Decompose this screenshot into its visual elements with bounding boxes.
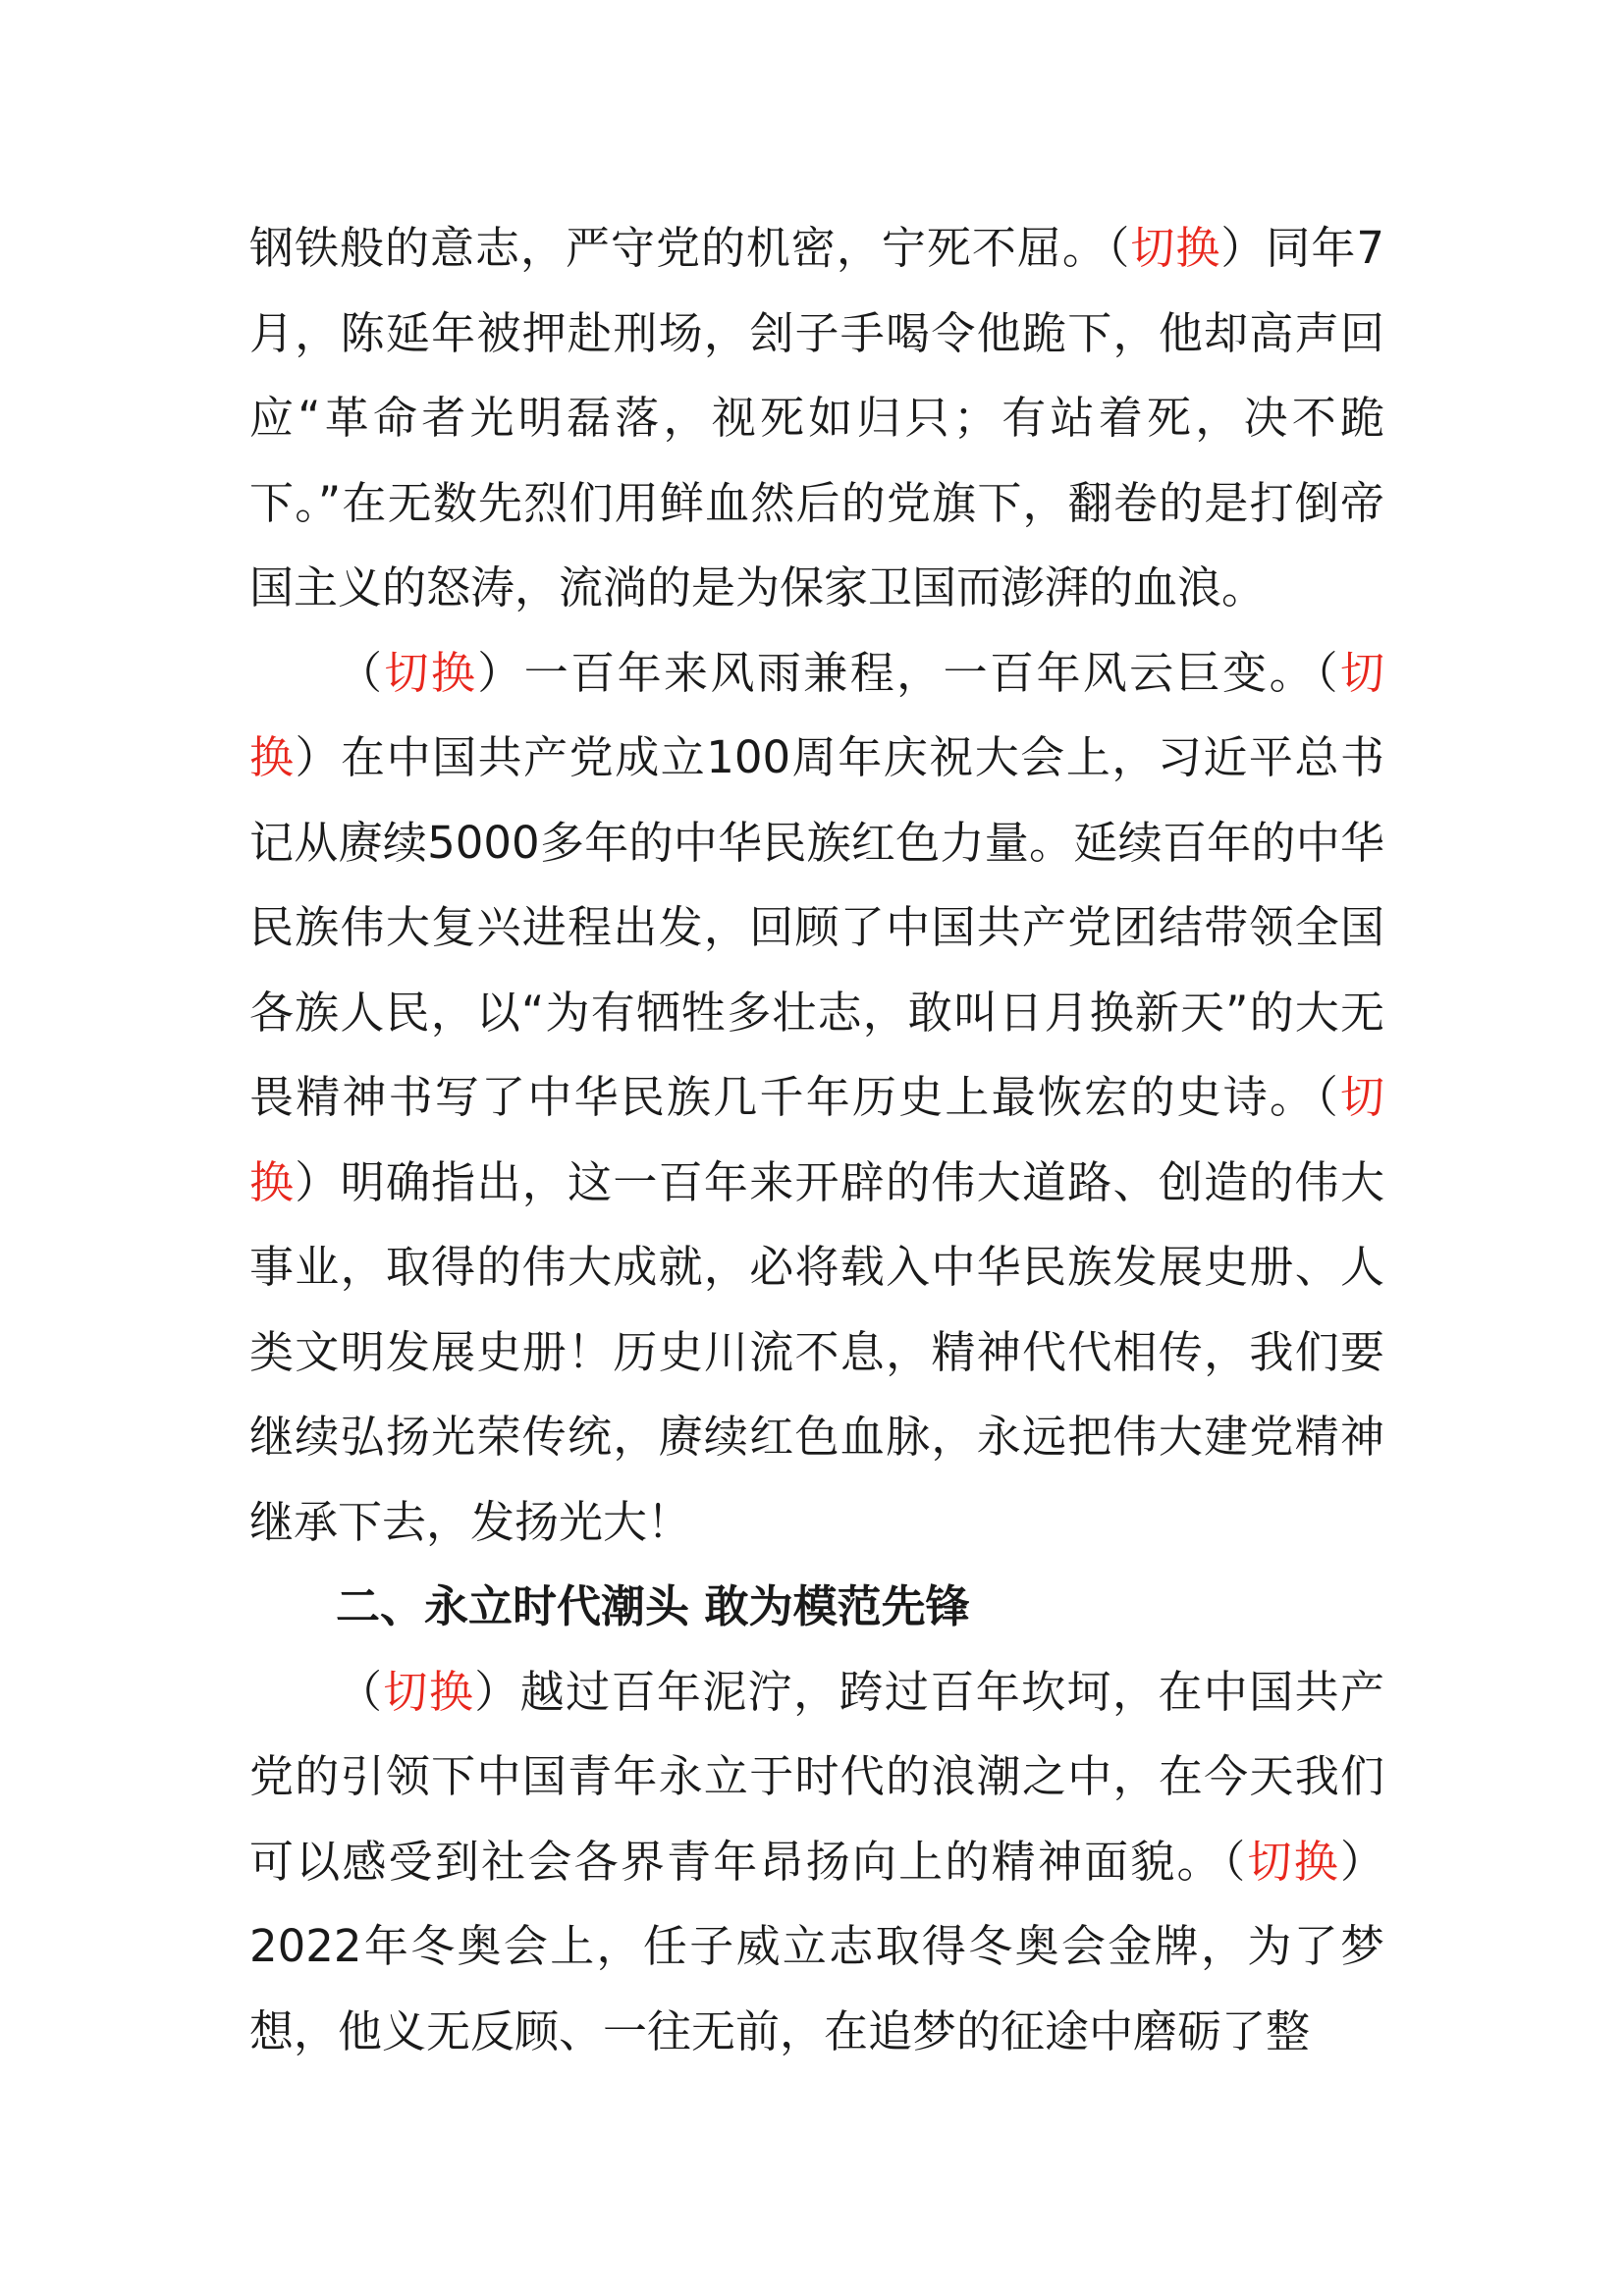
cut-marker: 切换 xyxy=(1130,222,1221,274)
cut-marker: 切换 xyxy=(383,1665,475,1718)
section-heading: 二、永立时代潮头 敢为模范先锋 xyxy=(336,1580,970,1632)
cut-marker: 切换 xyxy=(249,646,1384,783)
paragraph-text: ）越过百年泥泞，跨过百年坎坷，在中国共产党的引领下中国青年永立于时代的浪潮之中，在今天我们可以感受到社会各界青年昂扬向上的精神面貌。（ xyxy=(249,1665,1384,1888)
cut-marker: 切换 xyxy=(384,646,478,699)
paragraph-text: 钢铁般的意志，严守党的机密，宁死不屈。（ xyxy=(249,222,1131,274)
paragraph-text: ）明确指出，这一百年来开辟的伟大道路、创造的伟大事业，取得的伟大成就，必将载入中华民族发展史册、人类文明发展史册！历史川流不息，精神代代相传，我们要继续弘扬光荣传统，赓续红色血脉，永远把伟大建党精神继承下去，发扬光大！ xyxy=(249,1155,1384,1548)
cut-marker: 切换 xyxy=(1247,1835,1340,1888)
body-paragraph xyxy=(249,631,1384,1566)
body-paragraph xyxy=(249,206,1384,631)
document-page xyxy=(249,206,1384,2074)
cut-marker: 切换 xyxy=(249,1071,1384,1208)
paragraph-text: ）同年7月，陈延年被押赴刑场，刽子手喝令他跪下，他却高声回应“革命者光明磊落，视死如归只；有站着死，决不跪下。”在无数先烈们用鲜血然后的党旗下，翻卷的是打倒帝国主义的怒涛，流淌的是为保家卫国而澎湃的血浪。 xyxy=(249,222,1384,614)
paragraph-text: ）在中国共产党成立100周年庆祝大会上，习近平总书记从赓续5000多年的中华民族红色力量。延续百年的中华民族伟大复兴进程出发，回顾了中国共产党团结带领全国各族人民，以“为有牺牲多壮志，敢叫日月换新天”的大无畏精神书写了中华民族几千年历史上最恢宏的史诗。（ xyxy=(249,731,1384,1123)
body-paragraph xyxy=(249,1650,1384,2075)
paragraph-text: ）一百年来风雨兼程，一百年风云巨变。（ xyxy=(477,646,1340,699)
paragraph-text: ）2022年冬奥会上，任子威立志取得冬奥会金牌，为了梦想，他义无反顾、一往无前，在追梦的征途中磨砺了整 xyxy=(249,1835,1384,2057)
paragraph-text: （ xyxy=(338,1665,384,1718)
paragraph-text: （ xyxy=(338,646,385,699)
